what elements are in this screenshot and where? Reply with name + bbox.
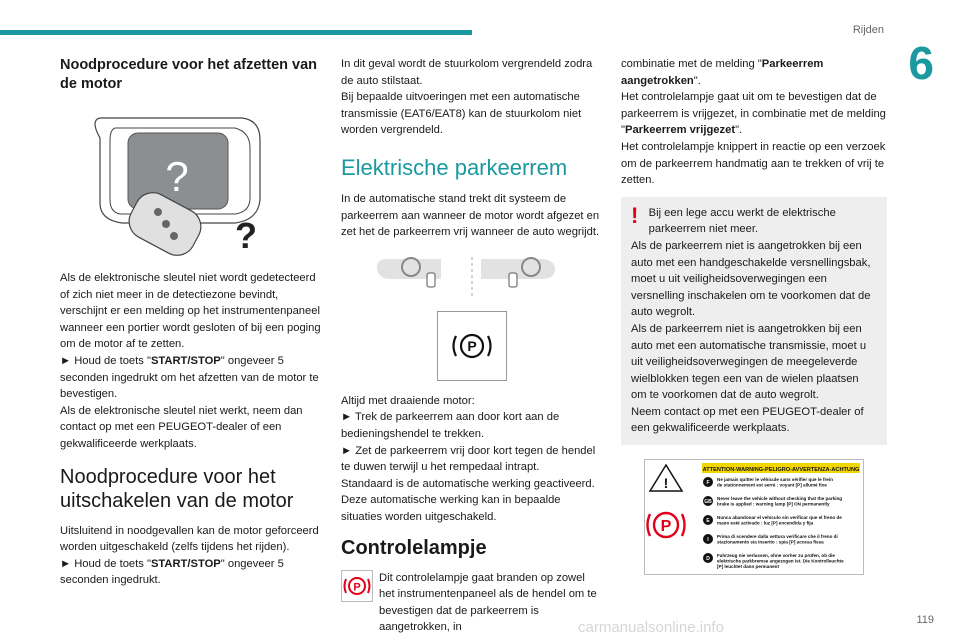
warning-manual-gearbox: Als de parkeerrem niet is aangetrokken bij een auto met een handgeschakelde versnellingsbak, moet u uit veiligheidsoverwegingen een versnelling inschakelen om te voorkomen dat de auto wegrolt. [631, 239, 871, 319]
steering-wheel-illustration [341, 253, 603, 301]
heading-emergency-shutdown: Noodprocedure voor het uitschakelen van de motor [60, 465, 294, 512]
label-row-text: mano esté activado : luz [P] encendida y fija [717, 520, 814, 526]
warning-box [621, 197, 887, 445]
text-brake-released-message: Het controlelampje gaat uit om te bevestigen dat de parkeerrem is vrijgezet, in combinatie met de melding "Parkeerrem vrijgezet". [621, 91, 886, 137]
label-title: ATTENTION-WARNING-PELIGRO-AVVERTENZA-ACHTUNG [702, 467, 860, 474]
label-row [703, 534, 838, 545]
label-row-text: Ne jamais quitter le véhicule sans vérifier que le frein [717, 477, 833, 483]
page-number: 119 [916, 614, 934, 626]
warning-flat-battery: Bij een lege accu werkt de elektrische parkeerrem niet meer. [648, 206, 836, 236]
car-key-illustration [60, 108, 322, 258]
exclamation-icon: ! [631, 202, 639, 228]
watermark: carmanualsonline.info [578, 619, 724, 636]
steering-wheel-left-icon [377, 258, 441, 287]
svg-text:!: ! [663, 475, 669, 492]
label-row-code: E [706, 518, 710, 525]
text-emergency-only: Uitsluitend in noodgevallen kan de motor geforceerd worden uitgeschakeld (zelfs tijdens het rijden). [60, 524, 319, 554]
warning-label-illustration [644, 459, 864, 575]
text-automatic-disable: Deze automatische werking kan in bepaalde situaties worden uitgeschakeld. [341, 494, 561, 523]
text-lamp-flashing: Het controlelampje knippert in reactie op een verzoek om de parkeerrem handmatig aan te trekken of vrij te zetten. [621, 140, 886, 187]
text-brake-applied-message: combinatie met de melding "Parkeerrem aangetrokken". [621, 58, 824, 87]
svg-text:?: ? [165, 153, 189, 200]
text-key-not-detected: Als de elektronische sleutel niet wordt gedetecteerd of zich niet meer in de detectiezone bevindt, verschijnt er een melding op het instrumentenpaneel wanneer een portier wordt gesloten of bij een poging om de motor af te zetten. [60, 272, 321, 351]
label-row-text: elektrische parkbremse angezogen ist. Die Kontrolleuchte [717, 558, 844, 564]
steering-wheel-right-icon [481, 258, 555, 287]
section-title: Rijden [852, 24, 884, 36]
svg-text:P: P [660, 518, 672, 536]
label-row-text: Fahrzeug nie verlassen, ohne vorher zu prüfen, ob die [717, 553, 835, 559]
text-warning-lamp: Dit controlelampje gaat branden op zowel het instrumentenpaneel als de hendel om te bevestigen dat de parkeerrem is aangetrokken, in [379, 571, 597, 634]
instruction-hold-start-stop: ► Houd de toets "START/STOP" ongeveer 5 seconden ingedrukt om het afzetten van de motor te bevestigen. [60, 353, 322, 403]
text-steering-locked: In dit geval wordt de stuurkolom vergrendeld zodra de auto stilstaat. [341, 58, 593, 87]
heading-emergency-stop: Noodprocedure voor het afzetten van de motor [60, 57, 318, 92]
parking-brake-red-icon [341, 570, 373, 602]
label-row-text: de stationnement est serré : voyant [P] allumé fixe [717, 482, 827, 488]
text-contact-dealer: Als de elektronische sleutel niet werkt, neem dan contact op met een PEUGEOT-dealer of een gekwalificeerde werkplaats. [60, 404, 303, 450]
warning-lamp-paragraph [341, 570, 603, 636]
parking-brake-indicator-box [437, 311, 507, 381]
parking-brake-icon [449, 331, 495, 361]
text-automatic-default: Standaard is de automatische werking geactiveerd. [341, 477, 595, 490]
label-row-code: F [706, 480, 710, 487]
column-1 [60, 56, 322, 589]
label-row-code: GB [704, 499, 712, 506]
text-automatic-mode: In de automatische stand trekt dit systeem de parkeerrem aan wanneer de motor wordt afgezet en zet het de parkeerrem vrij wanneer de auto wegrijdt. [341, 192, 600, 239]
heading-warning-lamp: Controlelampje [341, 536, 487, 559]
warning-contact-dealer: Neem contact op met een PEUGEOT-dealer of een gekwalificeerde werkplaats. [631, 405, 864, 435]
column-3 [621, 56, 887, 575]
warning-automatic-transmission: Als de parkeerrem niet is aangetrokken bij een auto met een automatische transmissie, moet u uit veiligheidsoverwegingen de meegeleverde wielblokken tegen een van de wielen plaatsen om te voorkomen dat de auto wegrolt. [631, 322, 867, 402]
label-row [703, 496, 842, 507]
label-row-text: brake is applied : warning lamp [P] ON permanently [717, 501, 830, 507]
label-row-text: [P] leuchtet dann permanent [717, 564, 780, 570]
label-row-text: Never leave the vehicle without checking that the parking [717, 496, 843, 502]
instruction-hold-start-stop-2: ► Houd de toets "START/STOP" ongeveer 5 seconden ingedrukt. [60, 556, 322, 589]
column-2 [341, 56, 603, 636]
label-row-text: Nunca abandonar el vehículo sin verificar que el freno de [717, 515, 842, 521]
text-automatic-transmission: Bij bepaalde uitvoeringen met een automatische transmissie (EAT6/EAT8) kan de stuurkolom niet worden vergrendeld. [341, 91, 582, 137]
svg-text:P: P [467, 337, 477, 354]
label-row-text: stazionamento sia inserito : spia [P] accesa fissa [717, 539, 824, 545]
instruction-release-brake: ► Zet de parkeerrem vrij door kort tegen de hendel te duwen terwijl u het rempedaal intrapt. [341, 443, 603, 476]
svg-text:P: P [353, 581, 361, 593]
label-row-code: D [706, 556, 710, 563]
label-row [703, 477, 833, 488]
label-row-code: I [707, 537, 709, 544]
question-mark-icon: ? [235, 215, 257, 256]
header-accent-bar [0, 30, 472, 35]
heading-electric-parking-brake: Elektrische parkeerrem [341, 154, 568, 180]
chapter-number: 6 [908, 37, 934, 89]
label-row-text: Prima di scendere dalla vettura verificare che il freno di [717, 534, 838, 540]
text-engine-running: Altijd met draaiende motor: [341, 394, 475, 407]
instruction-apply-brake: ► Trek de parkeerrem aan door kort aan de bedieningshendel te trekken. [341, 409, 603, 442]
